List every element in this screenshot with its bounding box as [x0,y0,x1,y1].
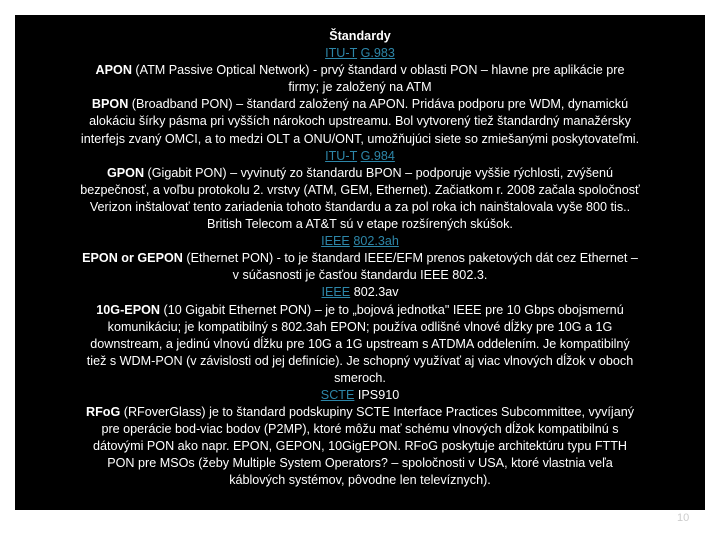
slide-content [15,28,705,490]
standard-org-link[interactable]: ITU-T [325,148,358,163]
standard-ref-line [15,284,705,301]
slide-page-number: 10 [677,512,690,524]
description-text: (Ethernet PON) - to je štandard IEEE/EFM prenos paketových dát cez Ethernet – [182,251,638,266]
description-text: (Broadband PON) – štandard založený na APON. Pridáva podporu pre WDM, dynamickú [128,97,629,112]
standard-term: APON [95,63,132,78]
standard-id-link[interactable]: G.983 [360,46,395,61]
standard-term: BPON [91,97,129,112]
text-line [15,62,705,79]
text-line [15,250,705,267]
standard-id-link[interactable]: G.984 [360,148,395,163]
description-text: (10 Gigabit Ethernet PON) – je to „bojová jednotka" IEEE pre 10 Gbps obojsmernú [160,302,624,317]
text-line [15,96,705,113]
description-text: (ATM Passive Optical Network) - prvý štandard v oblasti PON – hlavne pre aplikácie pre [131,63,625,78]
standard-term: RFoG [85,405,121,420]
text-line: tiež s WDM-PON (v závislosti od jej definície). Je schopný využívať aj viac vlnových dĺžok v oboch [86,353,634,368]
standard-ref-line [15,387,705,404]
description-text: (Gigabit PON) – vyvinutý zo štandardu BPON – podporuje vyššie rýchlosti, zvýšenú [144,165,614,180]
standard-org-link[interactable]: ITU-T [325,46,358,61]
standard-org-link[interactable]: SCTE [320,387,355,402]
standard-ref-line [15,233,705,250]
text-line: British Telecom a AT&T sú v etape rozšírených skúšok. [207,217,513,232]
text-line: dátovými PON ako napr. EPON, GEPON, 10GigEPON. RFoG poskytuje architektúru typu FTTH [92,439,628,454]
text-line [15,165,705,182]
standard-id-text: 802.3av [353,285,399,300]
standard-ref-line [15,148,705,165]
standard-org-link[interactable]: IEEE [321,234,350,249]
text-line [15,404,705,421]
standard-term: 10G-EPON [96,302,160,317]
standard-org-link[interactable]: IEEE [321,285,351,300]
standard-id-text: IPS910 [357,387,400,402]
slide-frame [15,15,705,524]
text-line: pre operácie bod-viac bodov (P2MP), ktoré môžu mať schému vlnových dĺžok kompatibilnú s [101,422,619,437]
text-line: bezpečnosť, a voľbu protokolu 2. vrstvy (ATM, GEM, Ethernet). Začiatkom r. 2008 začala spoločnosť [80,182,640,197]
text-line: v súčasnosti je časťou štandardu IEEE 802.3. [232,268,488,283]
description-text: (RFoverGlass) je to štandard podskupiny SCTE Interface Practices Subcommittee, vyvíjaný [120,405,635,420]
standard-term: GPON [106,165,145,180]
text-line: PON pre MSOs (žeby Multiple System Operators? – spoločnosti v USA, ktoré vlastnia veľa [107,456,613,471]
standard-term: EPON or GEPON [82,251,183,266]
slide-title: Štandardy [329,29,391,43]
text-line: alokáciu šírky pásma pri vyšších nárokoch upstreamu. Bol vytvorený tiež štandardný manažérsky [89,114,631,129]
text-line: downstream, a jedinú vlnovú dĺžku pre 10G a 1G upstream s ATDMA oddelením. Je kompatibilný [90,336,630,351]
standard-id-link[interactable]: 802.3ah [353,234,399,249]
text-line: firmy; je založený na ATM [288,80,432,95]
text-line: Verizon inštalovať tento zariadenia tohoto štandardu a za pol roka ich nainštalovala vyše 800 tis.. [89,199,631,214]
text-line [15,302,705,319]
text-line: komunikáciu; je kompatibilný s 802.3ah EPON; používa odlišné vlnové dĺžky pre 10G a 1G [107,319,613,334]
text-line: káblových systémov, pôvodne len televíznych). [229,473,491,488]
text-line: interfejs zvaný OMCI, a to medzi OLT a ONU/ONT, umožňujúci siete so zmiešanými poskytovateľmi. [80,131,640,146]
standard-ref-line [15,45,705,62]
text-line: smeroch. [334,370,386,385]
